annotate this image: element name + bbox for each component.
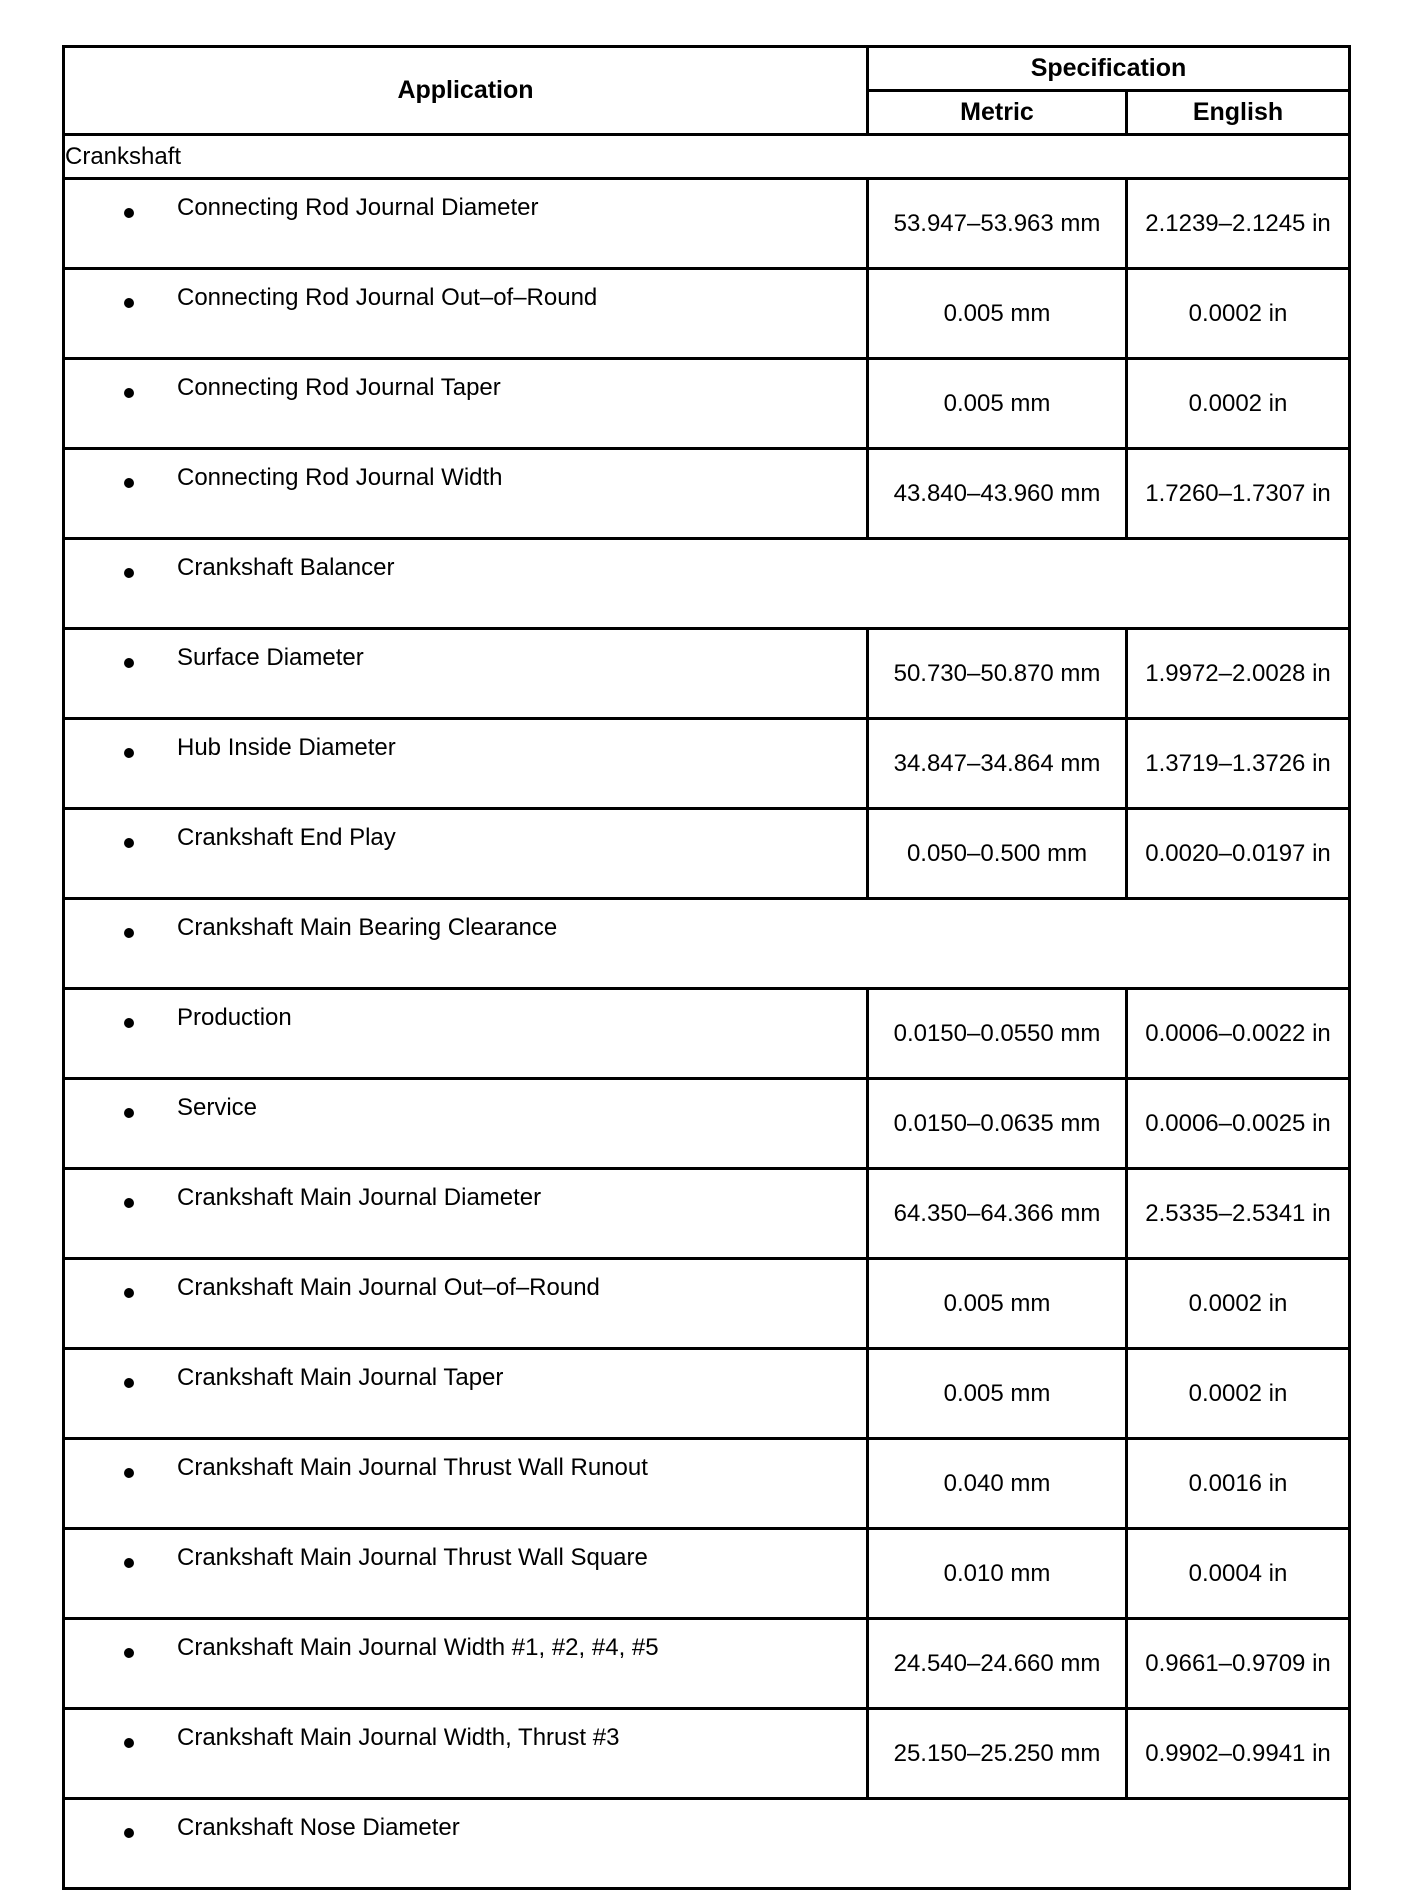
bullet-icon — [124, 1738, 134, 1748]
table-row — [64, 1439, 1350, 1529]
bullet-icon — [124, 1378, 134, 1388]
application-cell — [64, 809, 868, 899]
application-cell — [64, 1079, 868, 1169]
bullet-icon — [124, 298, 134, 308]
table-row — [64, 449, 1350, 539]
metric-value: 0.0150–0.0635 mm — [868, 1079, 1127, 1169]
metric-value: 53.947–53.963 mm — [868, 179, 1127, 269]
bullet-icon — [124, 748, 134, 758]
application-label: Connecting Rod Journal Taper — [177, 374, 501, 401]
table-row — [64, 1349, 1350, 1439]
metric-value: 0.005 mm — [868, 1349, 1127, 1439]
metric-value: 34.847–34.864 mm — [868, 719, 1127, 809]
metric-value: 0.010 mm — [868, 1529, 1127, 1619]
application-label: Service — [177, 1094, 258, 1121]
table-row — [64, 899, 1350, 989]
application-cell — [64, 1709, 868, 1799]
application-cell — [64, 1349, 868, 1439]
application-label: Crankshaft Main Journal Taper — [177, 1364, 504, 1391]
application-label: Connecting Rod Journal Diameter — [177, 194, 539, 221]
bullet-icon — [124, 1648, 134, 1658]
bullet-icon — [124, 1108, 134, 1118]
bullet-icon — [124, 1288, 134, 1298]
application-label: Crankshaft Main Journal Width, Thrust #3 — [177, 1724, 620, 1751]
application-label: Crankshaft Main Journal Width #1, #2, #4, #5 — [177, 1634, 659, 1661]
metric-value: 43.840–43.960 mm — [868, 449, 1127, 539]
metric-value: 0.005 mm — [868, 1259, 1127, 1349]
application-label: Hub Inside Diameter — [177, 734, 396, 761]
english-value: 0.0006–0.0025 in — [1127, 1079, 1350, 1169]
application-label: Crankshaft Main Journal Out–of–Round — [177, 1274, 600, 1301]
table-row — [64, 1529, 1350, 1619]
english-value: 0.0002 in — [1127, 1349, 1350, 1439]
table-row — [64, 989, 1350, 1079]
metric-value: 24.540–24.660 mm — [868, 1619, 1127, 1709]
specification-header: Specification — [868, 47, 1350, 91]
metric-header: Metric — [868, 91, 1127, 135]
metric-value: 64.350–64.366 mm — [868, 1169, 1127, 1259]
table-row — [64, 1259, 1350, 1349]
application-cell — [64, 989, 868, 1079]
application-label: Crankshaft End Play — [177, 824, 396, 851]
bullet-icon — [124, 1558, 134, 1568]
table-row — [64, 1079, 1350, 1169]
application-cell — [64, 1799, 1350, 1889]
application-cell — [64, 1169, 868, 1259]
application-label: Crankshaft Main Journal Thrust Wall Runout — [177, 1454, 648, 1481]
section-row — [64, 135, 1350, 179]
metric-value: 0.005 mm — [868, 359, 1127, 449]
english-value: 0.0016 in — [1127, 1439, 1350, 1529]
spec-table — [62, 45, 1351, 1890]
bullet-icon — [124, 1828, 134, 1838]
application-cell — [64, 449, 868, 539]
table-row — [64, 539, 1350, 629]
english-value: 0.0002 in — [1127, 1259, 1350, 1349]
metric-value: 0.0150–0.0550 mm — [868, 989, 1127, 1079]
application-cell — [64, 269, 868, 359]
table-row — [64, 1619, 1350, 1709]
bullet-icon — [124, 1468, 134, 1478]
bullet-icon — [124, 478, 134, 488]
english-value: 1.3719–1.3726 in — [1127, 719, 1350, 809]
application-label: Crankshaft Main Journal Thrust Wall Square — [177, 1544, 648, 1571]
application-cell — [64, 629, 868, 719]
table-row — [64, 179, 1350, 269]
application-cell — [64, 179, 868, 269]
english-header: English — [1127, 91, 1350, 135]
english-value: 0.0002 in — [1127, 359, 1350, 449]
metric-value: 0.005 mm — [868, 269, 1127, 359]
application-label: Surface Diameter — [177, 644, 364, 671]
english-value: 0.9902–0.9941 in — [1127, 1709, 1350, 1799]
english-value: 0.9661–0.9709 in — [1127, 1619, 1350, 1709]
application-label: Production — [177, 1004, 292, 1031]
metric-value: 25.150–25.250 mm — [868, 1709, 1127, 1799]
table-row — [64, 719, 1350, 809]
application-cell — [64, 539, 1350, 629]
application-cell — [64, 899, 1350, 989]
table-row — [64, 1709, 1350, 1799]
application-label: Crankshaft Balancer — [177, 554, 395, 581]
english-value: 0.0006–0.0022 in — [1127, 989, 1350, 1079]
table-row — [64, 629, 1350, 719]
english-value: 2.1239–2.1245 in — [1127, 179, 1350, 269]
application-label: Connecting Rod Journal Width — [177, 464, 503, 491]
metric-value: 50.730–50.870 mm — [868, 629, 1127, 719]
application-label: Crankshaft Nose Diameter — [177, 1814, 460, 1841]
application-label: Crankshaft Main Journal Diameter — [177, 1184, 542, 1211]
bullet-icon — [124, 208, 134, 218]
application-cell — [64, 1259, 868, 1349]
application-cell — [64, 1529, 868, 1619]
bullet-icon — [124, 388, 134, 398]
bullet-icon — [124, 838, 134, 848]
application-cell — [64, 719, 868, 809]
application-label: Crankshaft Main Bearing Clearance — [177, 914, 558, 941]
table-row — [64, 269, 1350, 359]
bullet-icon — [124, 1198, 134, 1208]
bullet-icon — [124, 568, 134, 578]
spec-body — [64, 135, 1350, 1889]
bullet-icon — [124, 658, 134, 668]
english-value: 1.9972–2.0028 in — [1127, 629, 1350, 719]
application-cell — [64, 359, 868, 449]
application-label: Connecting Rod Journal Out–of–Round — [177, 284, 598, 311]
bullet-icon — [124, 1018, 134, 1028]
application-header: Application — [64, 47, 868, 135]
application-cell — [64, 1619, 868, 1709]
metric-value: 0.040 mm — [868, 1439, 1127, 1529]
english-value: 0.0004 in — [1127, 1529, 1350, 1619]
table-row — [64, 359, 1350, 449]
table-row — [64, 809, 1350, 899]
english-value: 0.0020–0.0197 in — [1127, 809, 1350, 899]
bullet-icon — [124, 928, 134, 938]
english-value: 2.5335–2.5341 in — [1127, 1169, 1350, 1259]
table-row — [64, 1799, 1350, 1889]
english-value: 1.7260–1.7307 in — [1127, 449, 1350, 539]
metric-value: 0.050–0.500 mm — [868, 809, 1127, 899]
english-value: 0.0002 in — [1127, 269, 1350, 359]
table-row — [64, 1169, 1350, 1259]
application-cell — [64, 1439, 868, 1529]
section-title: Crankshaft — [64, 135, 1350, 179]
